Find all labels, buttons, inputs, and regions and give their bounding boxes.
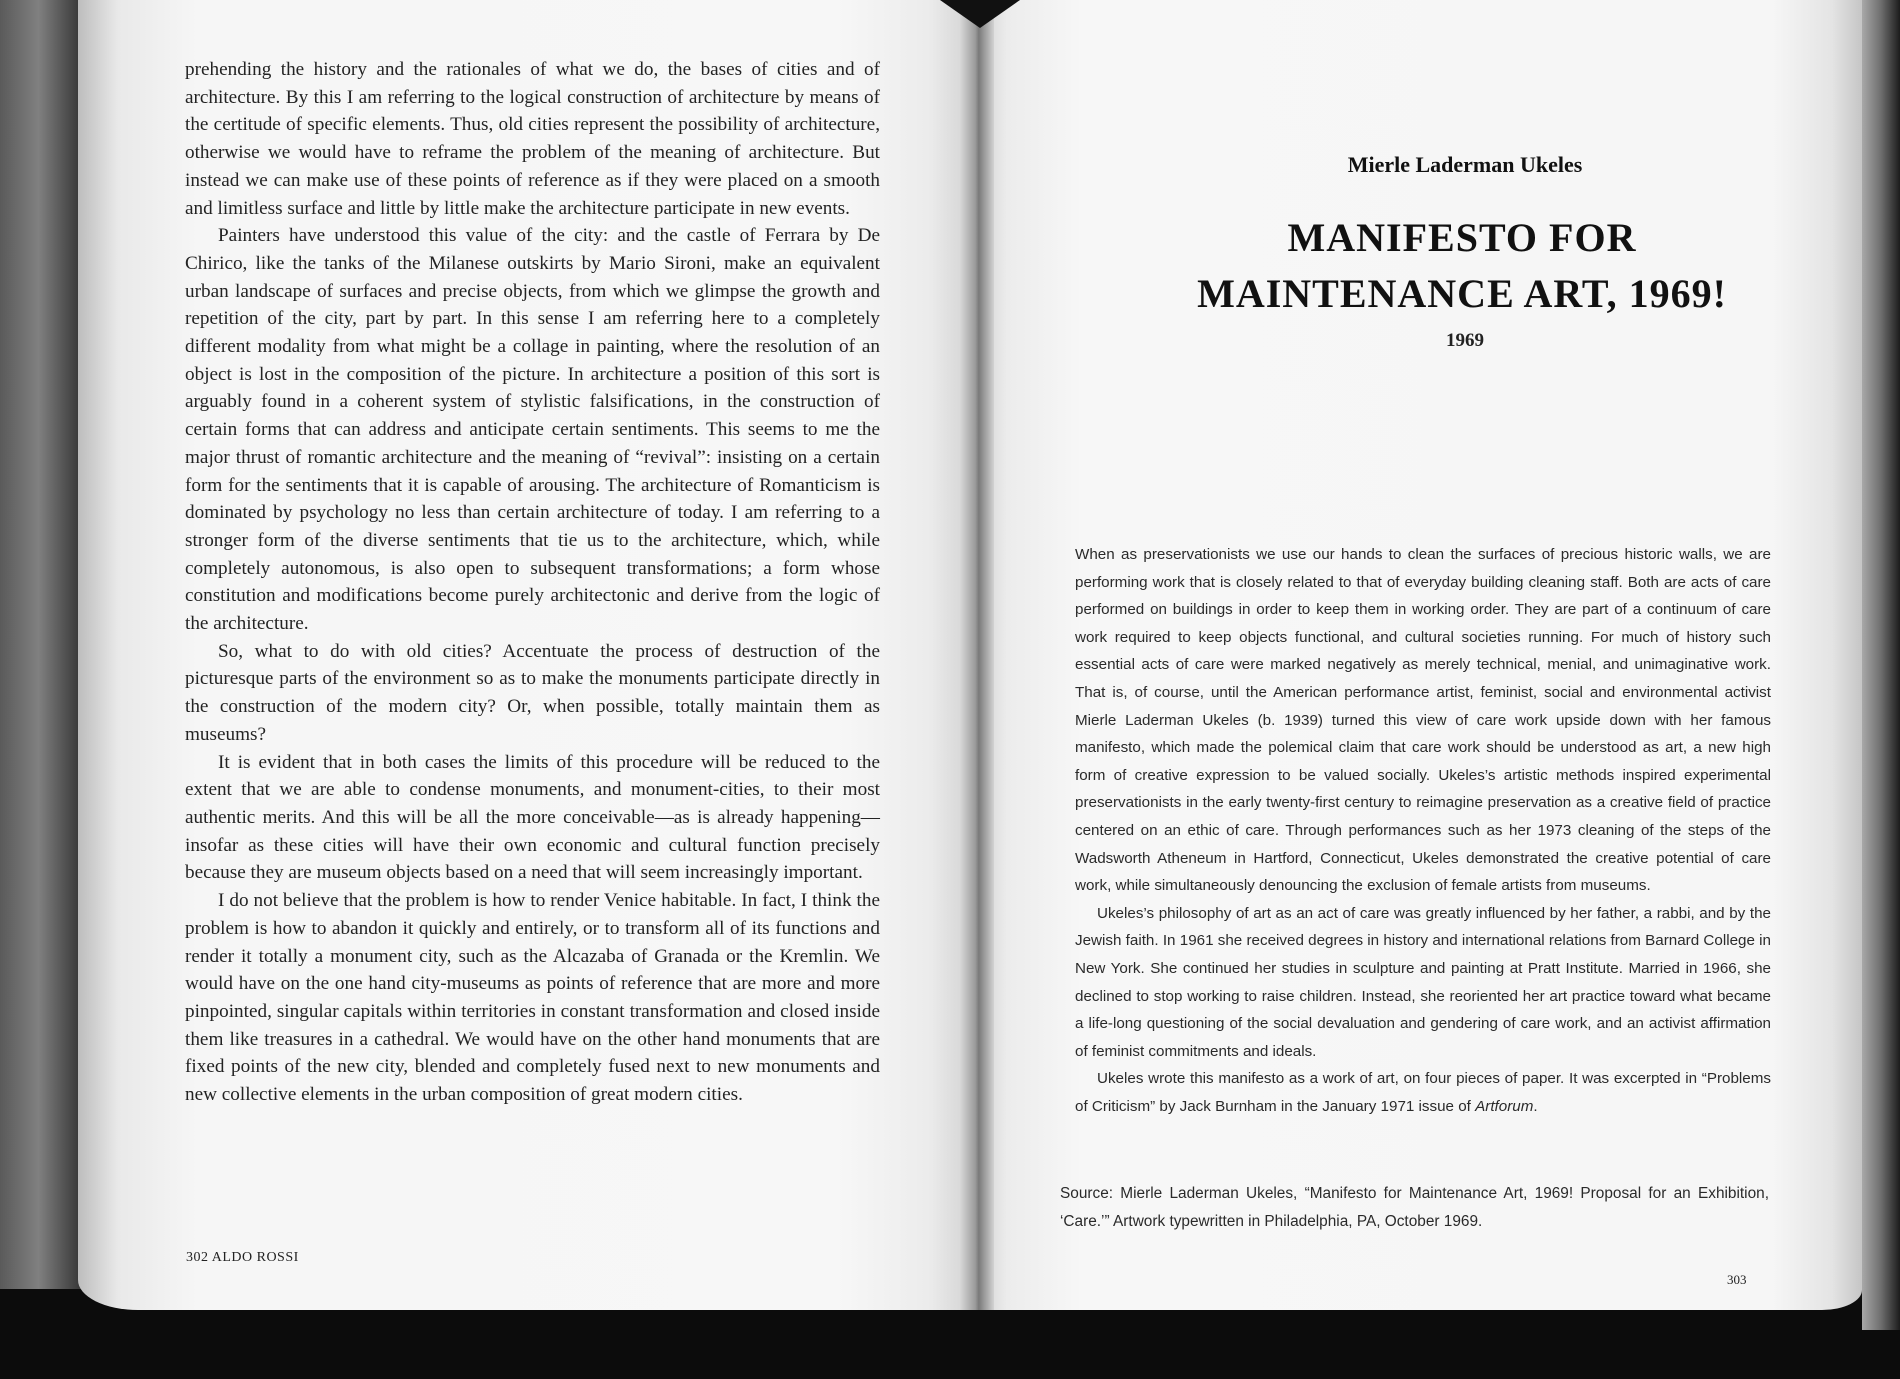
body-paragraph: It is evident that in both cases the limits of this procedure will be reduced to the extent that we are able to condense monuments, and monument-cities, to their most authentic merits. And this will be all the more conceivable—as is already happening—insofar as these cities will have their own economic and cultural function precisely because they are museum objects based on a need that will seem increasingly important.	[185, 751, 880, 884]
chapter-title-line: MAINTENANCE ART, 1969!	[1197, 271, 1727, 316]
page-edge-right	[1862, 0, 1900, 1330]
body-paragraph: Painters have understood this value of the city: and the castle of Ferrara by De Chirico, like the tanks of the Milanese outskirts by Mario Sironi, make an equivalent urban landscape of surfaces and precise objects, from which we glimpse the growth and repetition of the city, part by part. In this sense I am referring here to a completely different modality from what might be a collage in painting, where the resolution of an object is lost in the composition of the picture. In architecture a position of this sort is arguably found in a coherent system of stylistic falsifications, in the construction of certain forms that can address and anticipate certain sentiments. This seems to me the major thrust of romantic architecture and the meaning of “revival”: insisting on a certain form for the sentiments that it is capable of arousing. The architecture of Romanticism is dominated by psychology no less than certain architecture of today. I am referring to a stronger form of the diverse sentiments that tie us to the architecture, which, while completely autonomous, is also open to subsequent transformations; a form whose constitution and modifications become purely architectonic and derive from the logic of the architecture.	[185, 225, 880, 635]
spine-notch	[940, 0, 1020, 28]
intro-text: Ukeles wrote this manifesto as a work of art, on four pieces of paper. It was excerpted in “Problems of Criticism” by Jack Burnham in the January 1971 issue of	[1075, 1070, 1771, 1115]
body-paragraph: I do not believe that the problem is how to render Venice habitable. In fact, I think the problem is how to abandon it quickly and entirely, or to transform all of its functions and render it totally a monument city, such as the Alcazaba of Granada or the Kremlin. We would have on the one hand city-museums as points of reference that are more and more pinpointed, singular capitals within territories in constant transformation and closed inside them like treasures in a cathedral. We would have on the other hand monuments that are fixed points of the new city, blended and completely fused next to new monuments and new collective elements in the urban composition of great modern cities.	[185, 890, 880, 1106]
intro-paragraph: When as preservationists we use our hands to clean the surfaces of precious historic walls, we are performing work that is closely related to that of everyday building cleaning staff. Both are acts of care performed on buildings in order to keep them in working order. They are part of a continuum of care work required to keep objects functional, and cultural societies running. For much of history such essential acts of care were marked negatively as merely technical, menial, and unimaginative work. That is, of course, until the American performance artist, feminist, social and environmental activist Mierle Laderman Ukeles (b. 1939) turned this view of care work upside down with her famous manifesto, which made the polemical claim that care work should be understood as art, a new high form of creative expression to be valued socially. Ukeles’s artistic methods inspired experimental preservationists in the early twenty-first century to reimagine preservation as a creative field of practice centered on an ethic of care. Through performances such as her 1973 cleaning of the steps of the Wadsworth Atheneum in Hartford, Connecticut, Ukeles demonstrated the creative potential of care work, while simultaneously denouncing the exclusion of female artists from museums.	[1075, 546, 1771, 895]
chapter-year: 1969	[1446, 330, 1484, 351]
left-page-body	[185, 56, 880, 1109]
publication-title: Artforum	[1475, 1097, 1534, 1115]
page-folio-right: 303	[1727, 1272, 1747, 1287]
chapter-title	[1072, 210, 1852, 322]
intro-paragraph	[1075, 1065, 1771, 1120]
right-page	[972, 0, 1862, 1310]
page-folio-left: 302 ALDO ROSSI	[186, 1250, 299, 1265]
chapter-introduction	[1075, 541, 1771, 1120]
source-note: Source: Mierle Laderman Ukeles, “Manifesto for Maintenance Art, 1969! Proposal for an Exhibition, ‘Care.’” Artwork typewritten in Philadelphia, PA, October 1969.	[1060, 1185, 1769, 1230]
intro-paragraph: Ukeles’s philosophy of art as an act of care was greatly influenced by her father, a rabbi, and by the Jewish faith. In 1961 she received degrees in history and international relations from Barnard College in New York. She continued her studies in sculpture and painting at Pratt Institute. Married in 1966, she declined to stop working to raise children. Instead, she reoriented her art practice toward what became a life-long questioning of the social devaluation and gendering of care work, and an activist affirmation of feminist commitments and ideals.	[1075, 904, 1771, 1060]
body-paragraph: prehending the history and the rationales of what we do, the bases of cities and of architecture. By this I am referring to the logical construction of architecture by means of the certitude of specific elements. Thus, old cities represent the possibility of architecture, otherwise we would have to reframe the problem of the meaning of architecture. But instead we can make use of these points of reference as if they were placed on a smooth and limitless surface and little by little make the architecture participate in new events.	[185, 59, 880, 219]
chapter-author: Mierle Laderman Ukeles	[1347, 152, 1583, 177]
left-page	[78, 0, 978, 1310]
book-gutter	[960, 0, 994, 1310]
intro-text-end: .	[1533, 1097, 1538, 1115]
body-paragraph: So, what to do with old cities? Accentuate the process of destruction of the picturesque parts of the environment so as to make the monuments participate directly in the construction of the modern city? Or, when possible, totally maintain them as museums?	[185, 640, 880, 745]
chapter-title-line: MANIFESTO FOR	[1287, 215, 1637, 260]
